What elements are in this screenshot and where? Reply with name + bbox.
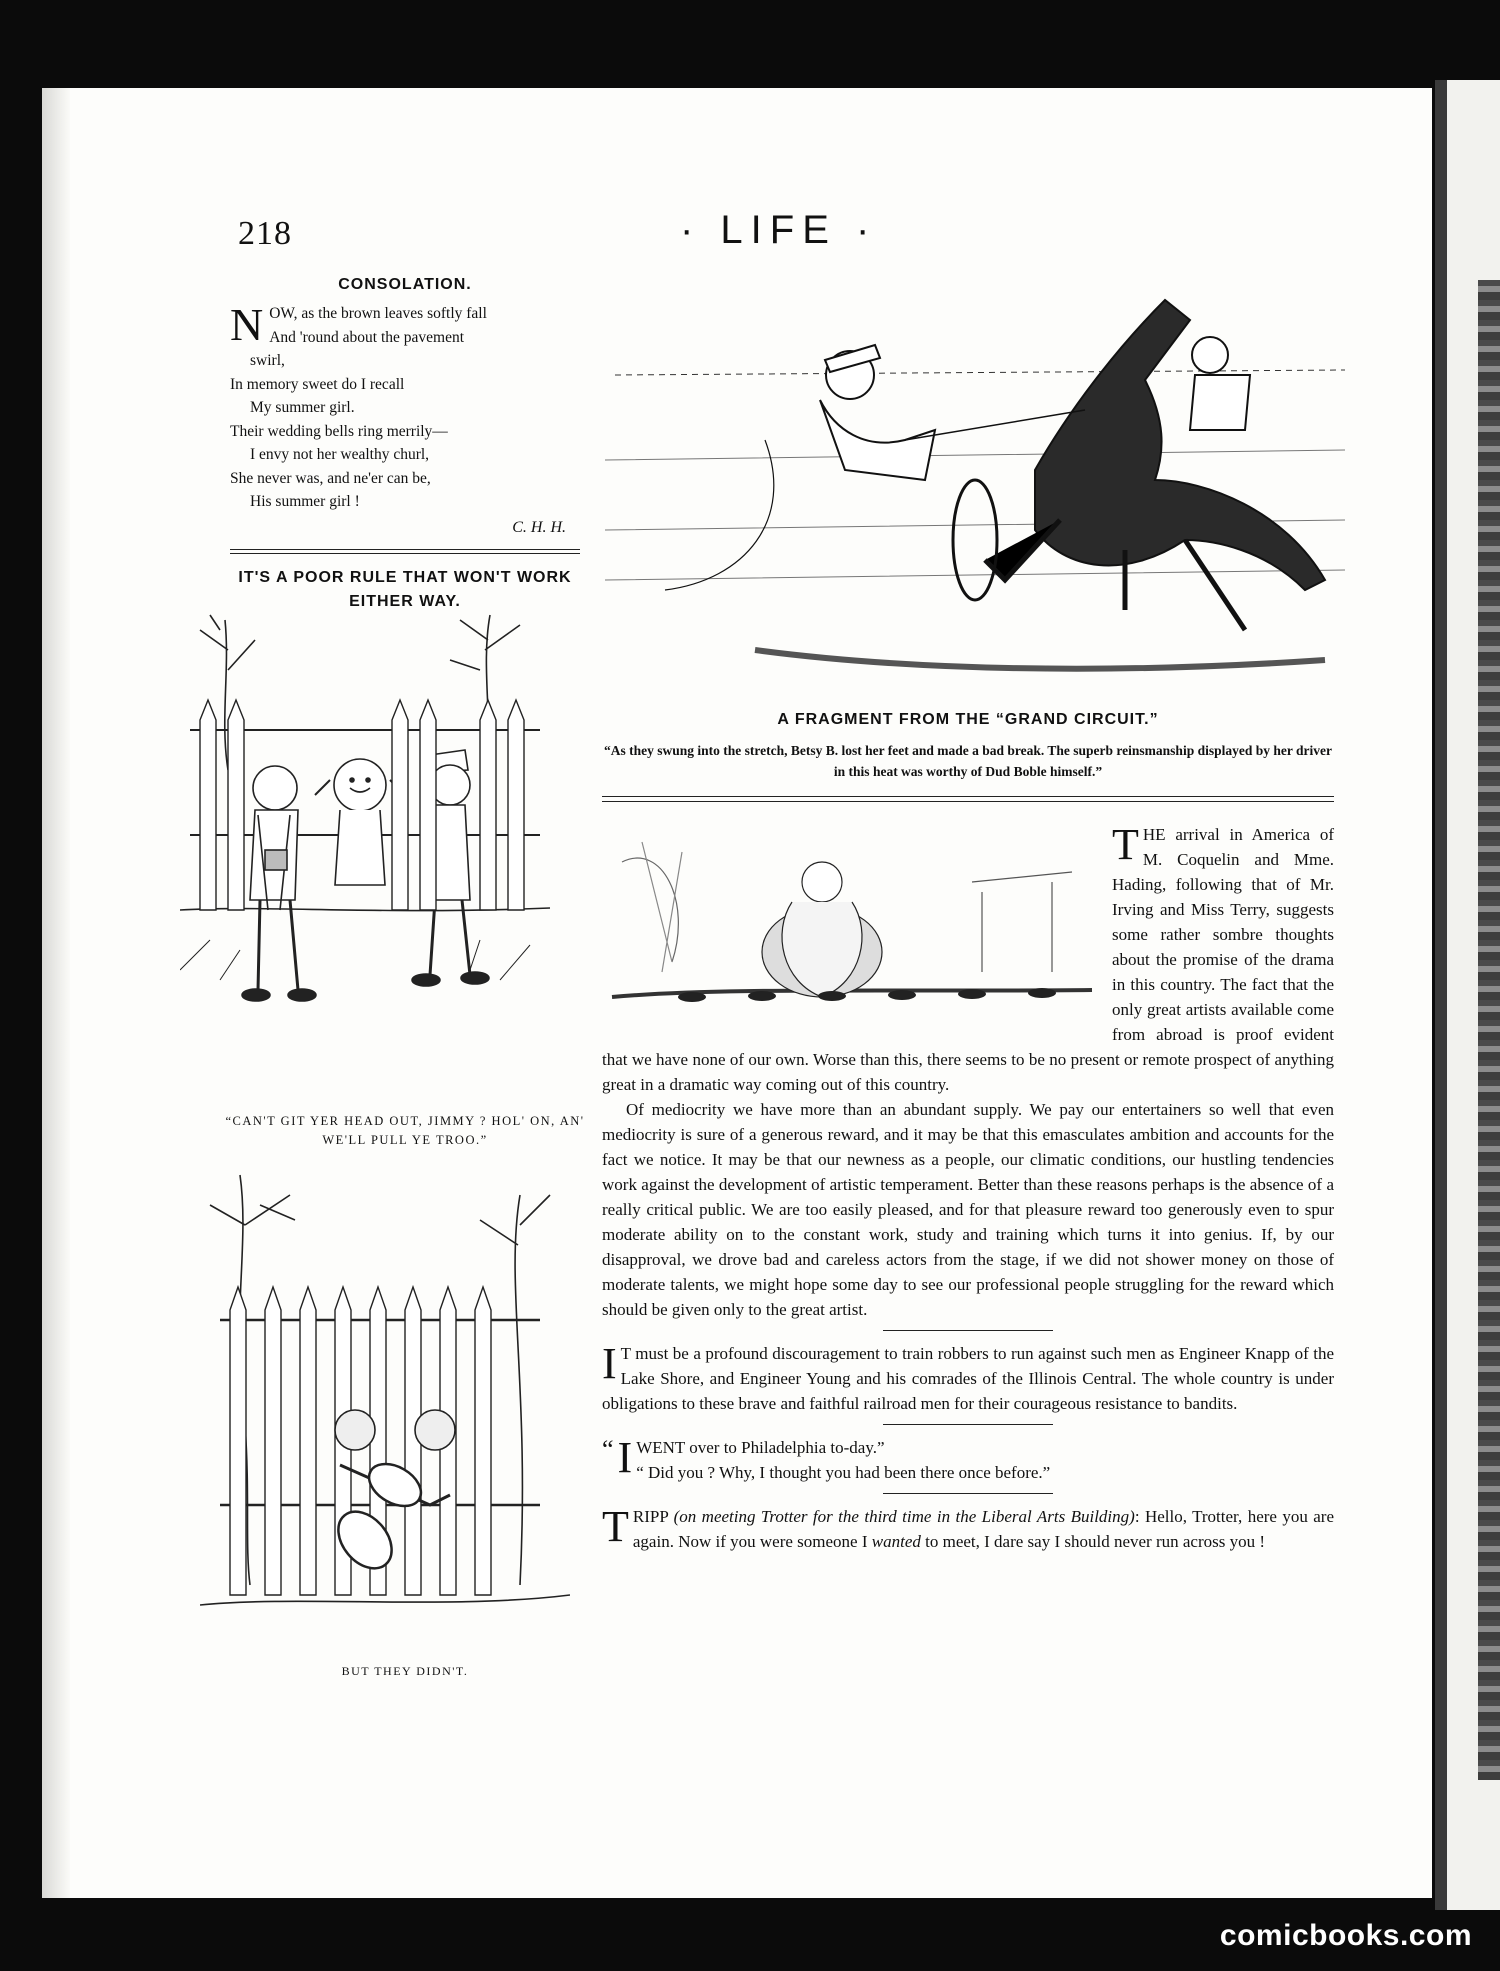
illustration-caption: “As they swung into the stretch, Betsy B. lost her feet and made a bad break. The superb reinsmanship displayed by her driver in this heat was worthy of Dud Boble himself.” [604,743,1332,779]
tripp-item [602,1504,1334,1554]
poem-line: My summer girl. [250,399,355,416]
poem-line: I envy not her wealthy churl, [250,446,430,463]
tripp-stage-direction: (on meeting Trotter for the third time in the Liberal Arts Building) [673,1507,1135,1526]
philadelphia-item [602,1435,1334,1485]
philadelphia-line-1: WENT over to Philadelphia to-day.” [636,1438,885,1457]
poem-line: She never was, and ne'er can be, [230,469,431,487]
cartoon-caption-2: BUT THEY DIDN'T. [341,1664,469,1678]
quote-open: “ [602,1435,614,1464]
editorial-dropcap: T [1112,820,1139,869]
horse-race-illustration [605,280,1365,700]
editorial-paragraph-1-text: HE arrival in America of M. Coquelin and Mme. Hading, following that of Mr. Irving and Miss Terry, suggests some rather sombre thoughts about the promise of the drama in this country. The fact that the only great artists available come from abroad is proof evident that we have none of our own. Worse than this, there seems to be no present or remote prospect of anything great in a dramatic way coming out of this country. [602,825,1334,1094]
poem-line: Their wedding bells ring merrily— [230,422,448,440]
short-divider [883,1424,1053,1425]
editorial-article [602,822,1334,1554]
adjacent-page [1435,80,1500,1910]
poem-line: OW, as the brown leaves softly fall [269,305,487,322]
tripp-text-after: to meet, I dare say I should never run across you ! [925,1532,1266,1551]
train-robbers-text: T must be a profound discouragement to train robbers to run against such men as Engineer Knapp of the Lake Shore, and Engineer Young and his comrades of the Illinois Central. The whole country is under obligations to these brave and faithful railroad men for their courageous resistance to bandits. [602,1344,1334,1413]
poem-dropcap: N [230,299,264,350]
poem-signature: C. H. H. [512,518,566,536]
item-dropcap: I [602,1339,617,1388]
poem [230,299,580,539]
section-divider [230,549,580,554]
short-divider [883,1330,1053,1331]
masthead: · LIFE · [680,208,878,252]
page-binding-edge [42,88,70,1898]
tripp-name: RIPP [632,1507,669,1526]
theatre-vignette-illustration [602,822,1102,1034]
item-dropcap: I [617,1433,633,1482]
page-number: 218 [238,215,292,252]
adjacent-page-scan [1478,280,1500,1780]
cartoon-title: IT'S A POOR RULE THAT WON'T WORK EITHER WAY. [238,569,572,610]
poem-title: CONSOLATION. [338,276,472,293]
train-robbers-item [602,1341,1334,1416]
cartoon-caption-1: “CAN'T GIT YER HEAD OUT, JIMMY ? HOL' ON, AN' WE'LL PULL YE TROO.” [225,1114,585,1147]
poem-line: And 'round about the pavement [269,328,465,346]
stuck-boy-illustration [200,1165,570,1655]
poem-line: His summer girl ! [250,493,360,510]
tripp-text-before: Hello, Trotter, here you are again. Now if you were someone I [632,1507,1335,1551]
fence-boys-illustration [180,610,560,1100]
editorial-paragraph-2: Of mediocrity we have more than an abundant supply. We pay our entertainers so well that even mediocrity is sure of a generous reward, and it may be that this emasculates ambition and accounts for the fact we notice. It may be that our newness as a people, our climatic conditions, our hustling tendencies work against the development of artistic temperament. Better than these reasons perhaps is the absence of a really critical public. We are too easily pleased, and for that pleasure reward too generously even to spur moderate ability on to the constant work, study and training which turns it into genius. If, by our disapproval, we drove bad and careless actors from the stage, if we did not shower money on those of moderate talents, we might hope some day to see our professional people struggling for the reward which should be given only to the great artist. [602,1100,1334,1319]
section-divider [602,796,1334,802]
short-divider [883,1493,1053,1494]
left-column [230,270,580,614]
item-dropcap: T [602,1502,629,1551]
poem-line: swirl, [250,352,285,369]
poem-line: In memory sweet do I recall [230,375,405,393]
site-watermark: comicbooks.com [1219,1919,1472,1952]
tripp-emphasis: wanted [871,1532,921,1551]
illustration-title: A FRAGMENT FROM THE “GRAND CIRCUIT.” [777,711,1159,728]
philadelphia-line-2: “ Did you ? Why, I thought you had been there once before.” [636,1463,1051,1482]
tripp-colon: : [1134,1507,1140,1526]
page-gutter [1435,80,1447,1910]
